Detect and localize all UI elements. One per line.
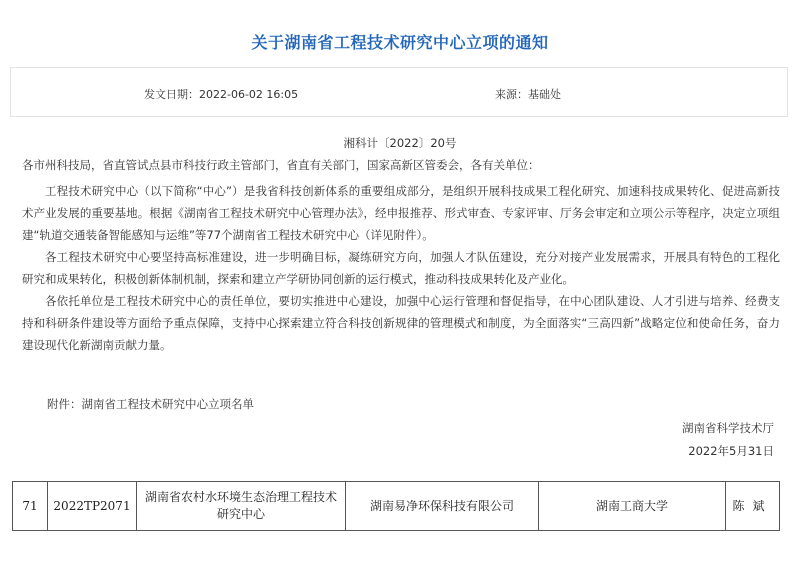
meta-info-box [10,67,788,117]
source-label: 来源：基础处 [495,88,561,101]
body-paragraph: 各工程技术研究中心要坚持高标准建设，进一步明确目标，凝练研究方向，加强人才队伍建设，充分对接产业发展需求，开展具有特色的工程化研究和成果转化，积极创新体制机制，探索和建立产学研协同创新的运行模式，推动科技成果转化及产业化。 [22,250,780,286]
publish-date: 发文日期：2022-06-02 16:05 [144,88,299,101]
page-title: 关于湖南省工程技术研究中心立项的通知 [251,33,549,52]
document-number: 湘科计〔2022〕20号 [343,136,457,150]
cell-center-name: 湖南省农村水环境生态治理工程技术研究中心 [137,482,346,531]
signature-date: 2022年5月31日 [688,444,774,458]
project-list-table [12,481,780,531]
notice-body [22,180,780,356]
cell-person: 陈斌 [726,482,780,531]
cell-partner-unit: 湖南工商大学 [539,482,726,531]
attachment-line: 附件：湖南省工程技术研究中心立项名单 [47,397,254,411]
addressee-line: 各市州科技局，省直管试点县市科技行政主管部门，省直有关部门，国家高新区管委会，各有关单位： [22,158,540,172]
cell-project-code: 2022TP2071 [48,482,137,531]
attachment-table [12,481,780,531]
body-paragraph: 各依托单位是工程技术研究中心的责任单位，要切实推进中心建设，加强中心运行管理和督促指导，在中心团队建设、人才引进与培养、经费支持和科研条件建设等方面给予重点保障，支持中心探索建立符合科技创新规律的管理模式和制度，为全面落实“三高四新”战略定位和使命任务，奋力建设现代化新湖南贡献力量。 [22,294,780,352]
body-paragraph: 工程技术研究中心（以下简称“中心”）是我省科技创新体系的重要组成部分，是组织开展科技成果工程化研究、加速科技成果转化、促进高新技术产业发展的重要基地。根据《湖南省工程技术研究中心管理办法》，经申报推荐、形式审查、专家评审、厅务会审定和立项公示等程序，决定立项组建“轨道交通装备智能感知与运维”等77个湖南省工程技术研究中心（详见附件）。 [22,184,780,242]
table-row [13,482,780,531]
signature-organization: 湖南省科学技术厅 [682,421,774,435]
cell-number: 71 [13,482,48,531]
cell-host-unit: 湖南易净环保科技有限公司 [346,482,539,531]
